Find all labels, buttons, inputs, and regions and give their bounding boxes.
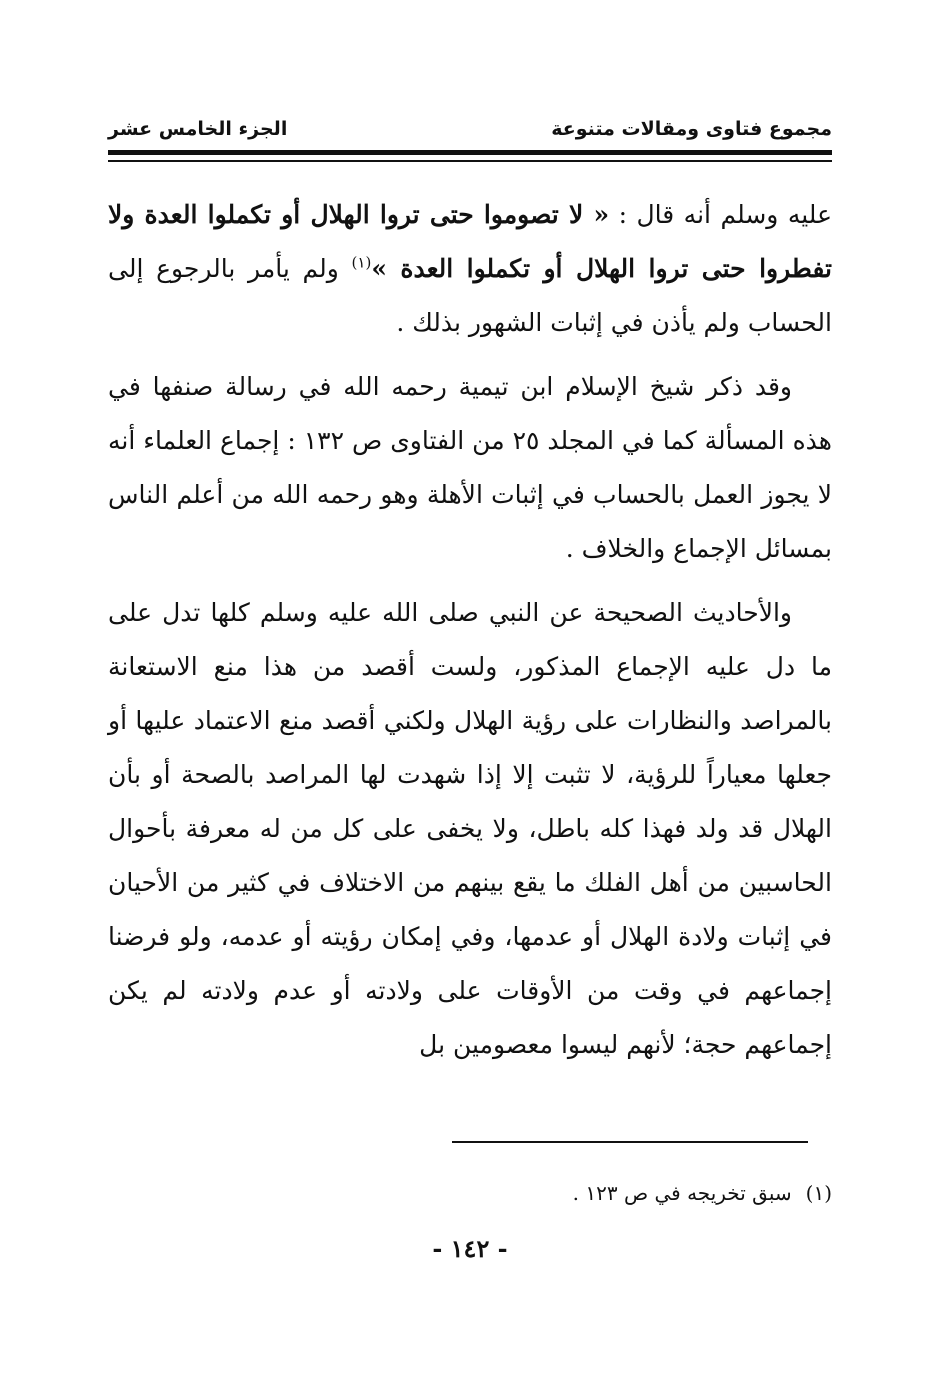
footnote — [108, 1178, 832, 1208]
paragraph-2: وقد ذكر شيخ الإسلام ابن تيمية رحمه الله في رسالة صنفها في هذه المسألة كما في المجلد ٢٥ من الفتاوى ص ١٣٢ : إجماع العلماء أنه لا يجوز العمل بالحساب في إثبات الأهلة وهو رحمه الله من أعلم الناس بمسائل الإجماع والخلاف . — [108, 372, 832, 563]
paragraph-1-tail: ولم يأمر بالرجوع إلى الحساب ولم يأذن في إثبات الشهور بذلك . — [108, 254, 832, 337]
hadith-quote: « لا تصوموا حتى تروا الهلال أو تكملوا العدة ولا تفطروا حتى تروا الهلال أو تكملوا العدة » — [108, 200, 832, 283]
header-rule-thick — [108, 150, 832, 155]
paragraph-3: والأحاديث الصحيحة عن النبي صلى الله عليه وسلم كلها تدل على ما دل عليه الإجماع المذكور، ولست أقصد من هذا منع الاستعانة بالمراصد والنظارات على رؤية الهلال ولكني أقصد منع الاعتماد عليها أو جعلها معياراً للرؤية، لا تثبت إلا إذا شهدت لها المراصد بالصحة أو بأن الهلال قد ولد فهذا كله باطل، ولا يخفى على كل من له معرفة بأحوال الحاسبين من أهل الفلك ما يقع بينهم من الاختلاف في كثير من الأحيان في إثبات ولادة الهلال أو عدمها، وفي إمكان رؤيته أو عدمه، ولو فرضنا إجماعهم في وقت من الأوقات على ولادته أو عدم ولادته لم يكن إجماعهم حجة؛ لأنهم ليسوا معصومين بل — [108, 598, 832, 1059]
footnote-separator — [452, 1141, 808, 1143]
paragraph-1-lead: عليه وسلم أنه قال : — [609, 200, 832, 229]
header-book-title: مجموع فتاوى ومقالات متنوعة — [551, 118, 832, 140]
footnote-marker[interactable]: (١) — [351, 253, 372, 272]
paragraph-1 — [108, 188, 832, 350]
page-number: - ١٤٢ - — [432, 1234, 508, 1263]
header-volume-title: الجزء الخامس عشر — [108, 118, 288, 140]
footnote-number: (١) — [805, 1181, 832, 1205]
footnote-text: سبق تخريجه في ص ١٢٣ . — [572, 1181, 792, 1205]
header-rule-thin — [108, 160, 832, 162]
body-text — [108, 188, 832, 1082]
running-header — [108, 112, 832, 146]
